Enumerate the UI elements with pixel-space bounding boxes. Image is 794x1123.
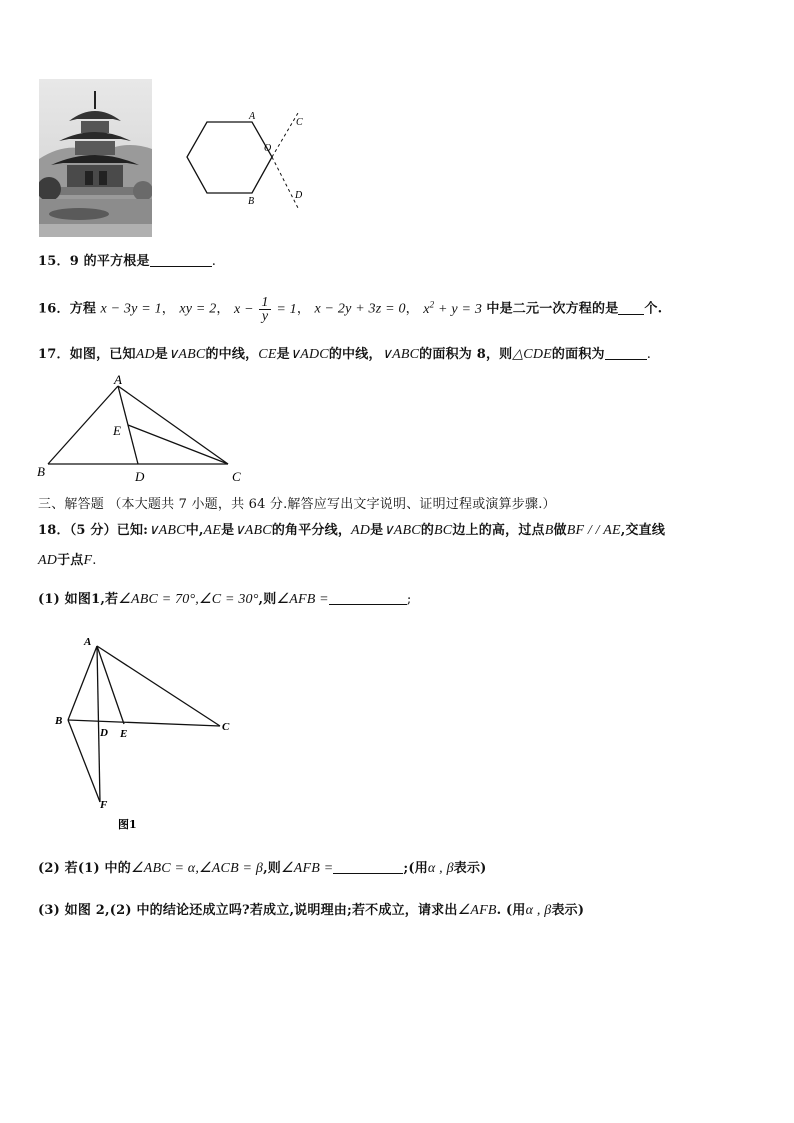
math: ∨ADC [289,347,329,362]
separator: ， [405,301,419,317]
text: ,交直线 [620,523,666,538]
text: 的面积为 [551,347,605,362]
label-c: C [232,469,241,484]
fraction [259,296,270,323]
math: F [83,553,93,568]
line-adf [97,646,100,802]
question-number: 18． [38,523,70,538]
math: BC [434,523,453,538]
label-b: B [248,196,255,207]
equation-5-exponent: 2 [429,299,435,310]
figure-caption: 图1 [118,818,137,831]
hexagon-shape [187,122,272,193]
math: ∠AFB = [281,861,334,876]
text: 做 [553,523,567,538]
text: 的 [420,523,435,538]
pagoda-photo [39,79,152,237]
label-a: A [84,636,92,648]
text: 于点 [57,553,84,568]
label-e: E [120,728,128,740]
text: ;(用 [403,861,428,876]
math: △CDE [512,347,552,362]
line-bf [68,720,100,802]
math: AD [38,553,58,568]
text: (2) 若(1) 中的 [38,861,131,876]
median-ce [128,425,228,464]
text: 的角平分线， [271,523,352,538]
bisector-ae [97,646,124,724]
ray-oc [272,113,298,157]
text: 边上的高，过点 [452,523,545,538]
equation-5-rest: + y = 3 [438,301,483,317]
math: AD [351,523,371,538]
separator: ， [216,301,230,317]
separator: ， [296,301,311,317]
label-c: C [222,721,230,733]
label-d: D [135,469,145,484]
equation-5 [423,299,483,317]
math: α , β [525,903,552,918]
question-text: 9 的平方根是 [69,254,150,269]
equation-1: x − 3y = 1 [100,301,162,317]
text: 的中线， [205,347,259,362]
text: 表示) [453,861,487,876]
question-text: 方程 [69,301,97,317]
math: AD [135,347,155,362]
question-score: （5 分） [69,523,117,538]
fraction-denominator: y [261,309,269,324]
side-bc [68,720,220,726]
answer-blank[interactable] [605,347,647,360]
text: (1) 如图1,若 [38,592,119,607]
figure-1 [50,632,250,838]
text: 表示) [551,903,585,918]
hexagon-figure [180,105,310,215]
text: . [92,553,97,568]
triangle-figure-17 [34,372,254,486]
text: 是 [221,523,235,538]
label-a: A [249,111,256,122]
label-o: O [264,143,272,154]
label-f: F [100,799,108,811]
text: ,则 [263,861,281,876]
math: BF / / AE [566,523,621,538]
math: ∠ABC = α,∠ACB = β [130,861,264,876]
math: ∨ABC [381,347,420,362]
math: ∨ABC [148,523,186,538]
question-16 [38,296,662,323]
label-d: D [295,190,303,201]
question-number: 17． [38,347,70,362]
math: ∠ABC = 70°,∠C = 30° [118,592,259,607]
question-15 [38,250,216,269]
text: 是 [276,347,290,362]
math: ∨ABC [234,523,272,538]
text: 的中线， [328,347,382,362]
math: ∠AFB [457,903,497,918]
question-18-line-1 [38,519,665,539]
section-heading: 三、解答题 （本大题共 7 小题，共 64 分.解答应写出文字说明、证明过程或演算步骤.） [38,497,556,512]
equation-4: x − 2y + 3z = 0 [314,301,406,317]
text: 已知: [116,523,149,538]
label-d: D [100,727,108,739]
equation-2: xy = 2 [179,301,217,317]
text: ,则 [258,592,277,607]
answer-blank[interactable] [618,302,644,315]
question-end: 个. [644,301,663,317]
answer-blank[interactable] [333,861,403,874]
equation-3-right: = 1 [276,301,297,317]
equation-3-left: x − [233,301,254,317]
answer-blank[interactable] [329,592,407,605]
question-number: 16． [38,301,70,317]
question-18-line-2 [38,549,97,569]
label-b: B [37,464,45,479]
pagoda-illustration [39,79,152,237]
text: 中, [185,523,204,538]
side-ab [48,386,118,464]
text: 如图，已知 [69,347,136,362]
question-end: . [211,254,217,269]
fraction-numerator: 1 [261,295,269,310]
text: (3) 如图 2,(2) 中的结论还成立吗?若成立,说明理由;若不成立，请求出 [38,903,458,918]
text: 是 [154,347,168,362]
equation-5-base: x [423,301,430,317]
math: AE [203,523,222,538]
label-e: E [113,423,121,438]
label-c: C [296,117,303,128]
math: ∨ABC [167,347,206,362]
math: B [544,523,554,538]
text: 的面积为 8，则 [419,347,513,362]
label-b: B [55,715,63,727]
math: ∨ABC [383,523,421,538]
label-a: A [114,372,122,387]
equation-3 [233,295,297,324]
question-end: . [646,347,652,362]
question-17 [38,343,651,363]
question-18-part-3 [38,899,584,919]
separator: ， [161,301,175,317]
side-ab [68,646,97,720]
side-ac [97,646,220,726]
text: . (用 [496,903,526,918]
answer-blank[interactable] [150,254,212,267]
math: α , β [427,861,454,876]
question-18-part-1 [38,588,411,608]
math: CE [258,347,277,362]
math: ∠AFB = [276,592,329,607]
question-18-part-2 [38,857,487,877]
text: ; [406,592,412,607]
question-number: 15． [38,254,70,269]
question-text-suffix: 中是二元一次方程的是 [486,301,619,317]
text: 是 [370,523,384,538]
